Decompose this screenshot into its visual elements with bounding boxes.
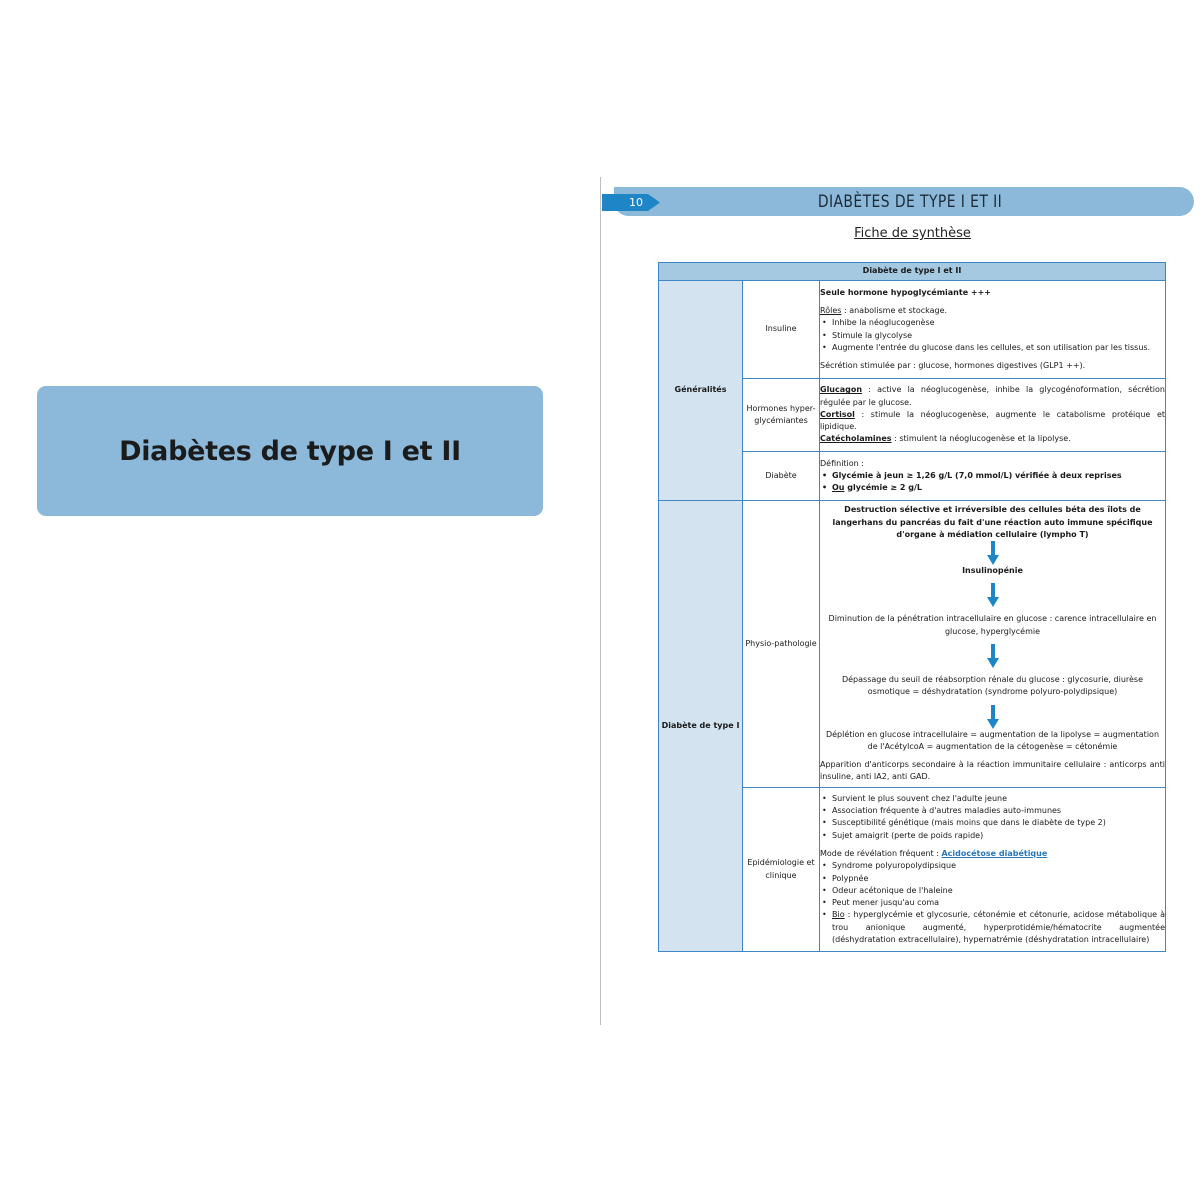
cortisol-line — [820, 409, 1165, 434]
bio-label: Bio — [832, 910, 845, 920]
roles-line — [820, 305, 1165, 317]
subcategory-physiopathologie: Physio-pathologie — [743, 501, 820, 788]
epidemio-content — [820, 788, 1166, 952]
list-item: • Inhibe la néoglucogenèse — [832, 317, 1165, 329]
list-item: • Glycémie à jeun ≥ 1,26 g/L (7,0 mmol/L) vérifiée à deux reprises — [832, 470, 1165, 482]
arrow-down-icon — [987, 705, 999, 729]
list-item: • Stimule la glycolyse — [832, 330, 1165, 342]
list-item: • Augmente l'entrée du glucose dans les cellules, et son utilisation par les tissus. — [832, 342, 1165, 354]
hyper-content — [820, 379, 1166, 452]
diabete-content — [820, 452, 1166, 501]
signs-bullets — [820, 860, 1165, 946]
category-diabete-type-1: Diabète de type I — [659, 501, 743, 952]
list-item: • Survient le plus souvent chez l'adulte jeune — [832, 793, 1165, 805]
arrow-down-icon — [987, 541, 999, 565]
epidemio-bullets — [820, 793, 1165, 842]
card-title: Diabètes de type I et II — [119, 435, 461, 467]
list-item: • Sujet amaigrit (perte de poids rapide) — [832, 830, 1165, 842]
table-header: Diabète de type I et II — [659, 263, 1166, 281]
list-item: • Association fréquente à d'autres maladies auto-immunes — [832, 805, 1165, 817]
physio-step-1: Destruction sélective et irréversible des cellules béta des îlots de langerhans du pancréas du fait d'une réaction auto immune spécifique d'organe à médiation cellulaire (lympho T) — [832, 505, 1153, 539]
subcategory-epidemiologie: Epidémiologie et clinique — [743, 788, 820, 952]
table-row — [659, 501, 1166, 788]
roles-text: : anabolisme et stockage. — [841, 305, 948, 315]
insuline-line1: Seule hormone hypoglycémiante +++ — [820, 287, 992, 297]
glucagon-label: Glucagon — [820, 385, 863, 395]
bio-text: : hyperglycémie et glycosurie, cétonémie et cétonurie, acidose métabolique à trou anionique augmenté, hyperprotidémie/hématocrite augmentée (déshydratation extracellulaire), hypernatrémie (déshydratation intracellulaire) — [832, 910, 1165, 944]
list-item: • Syndrome polyuropolydipsique — [832, 860, 1165, 872]
physio-step-5: Déplétion en glucose intracellulaire = augmentation de la lipolyse = augmentation de l'AcétylcoA = augmentation de la cétogenèse = cétonémie — [825, 729, 1160, 751]
list-item: • Polypnée — [832, 873, 1165, 885]
subcategory-insuline: Insuline — [743, 281, 820, 379]
arrow-down-icon — [987, 583, 999, 607]
table-header-row — [659, 263, 1166, 281]
secretion-line: Sécrétion stimulée par : glucose, hormones digestives (GLP1 ++). — [820, 361, 1086, 371]
arrow-down-icon — [987, 644, 999, 668]
roles-label: Rôles — [820, 305, 842, 315]
physio-step-4: Dépassage du seuil de réabsorption rénale du glucose : glycosurie, diurèse osmotique = déshydratation (syndrome polyuro-polydipsique) — [841, 675, 1144, 697]
title-card — [37, 386, 543, 516]
mode-revelation-line — [820, 848, 1165, 860]
catecholamines-line — [820, 433, 1165, 445]
insuline-bullets — [820, 317, 1165, 354]
synthesis-table — [658, 262, 1166, 952]
list-item — [832, 909, 1165, 946]
insuline-content — [820, 281, 1166, 379]
mode-revelation-label: Mode de révélation fréquent : — [820, 848, 942, 858]
catecholamines-text: : stimulent la néoglucogenèse et la lipolyse. — [891, 434, 1071, 444]
cortisol-text: : stimule la néoglucogenèse, augmente le catabolisme protéique et lipidique. — [820, 409, 1165, 432]
definition-bullets — [820, 470, 1165, 495]
subcategory-diabete: Diabète — [743, 452, 820, 501]
acidocetose-link[interactable]: Acidocétose diabétique — [941, 848, 1048, 858]
subcategory-hormones-hyperglycemiantes: Hormones hyper-glycémiantes — [743, 379, 820, 452]
glucagon-text: : active la néoglucogenèse, inhibe la glycogénoformation, sécrétion régulée par le glucose. — [820, 385, 1165, 407]
chapter-title: DIABÈTES DE TYPE I ET II — [817, 192, 1003, 212]
physio-content — [820, 501, 1166, 788]
physio-step-2: Insulinopénie — [962, 566, 1023, 576]
glucagon-line — [820, 384, 1165, 409]
glycemie-2: glycémie ≥ 2 g/L — [844, 483, 923, 493]
catecholamines-label: Catécholamines — [820, 434, 892, 444]
list-item: • Peut mener jusqu'au coma — [832, 897, 1165, 909]
subtitle: Fiche de synthèse — [854, 226, 971, 241]
list-item: • Susceptibilité génétique (mais moins que dans le diabète de type 2) — [832, 817, 1165, 829]
ou-label: Ou — [832, 483, 845, 493]
cortisol-label: Cortisol — [820, 409, 855, 419]
page-number: 10 — [629, 196, 643, 209]
physio-step-3: Diminution de la pénétration intracellulaire en glucose : carence intracellulaire en glucose, hyperglycémie — [828, 614, 1157, 636]
list-item — [832, 482, 1165, 494]
definition-label: Définition : — [820, 458, 864, 468]
list-item: • Odeur acétonique de l'haleine — [832, 885, 1165, 897]
table-row — [659, 281, 1166, 379]
page-divider — [600, 177, 601, 1025]
category-generalites: Généralités — [659, 281, 743, 501]
physio-antibodies: Apparition d'anticorps secondaire à la réaction immunitaire cellulaire : anticorps anti insuline, anti IA2, anti GAD. — [820, 760, 1165, 782]
